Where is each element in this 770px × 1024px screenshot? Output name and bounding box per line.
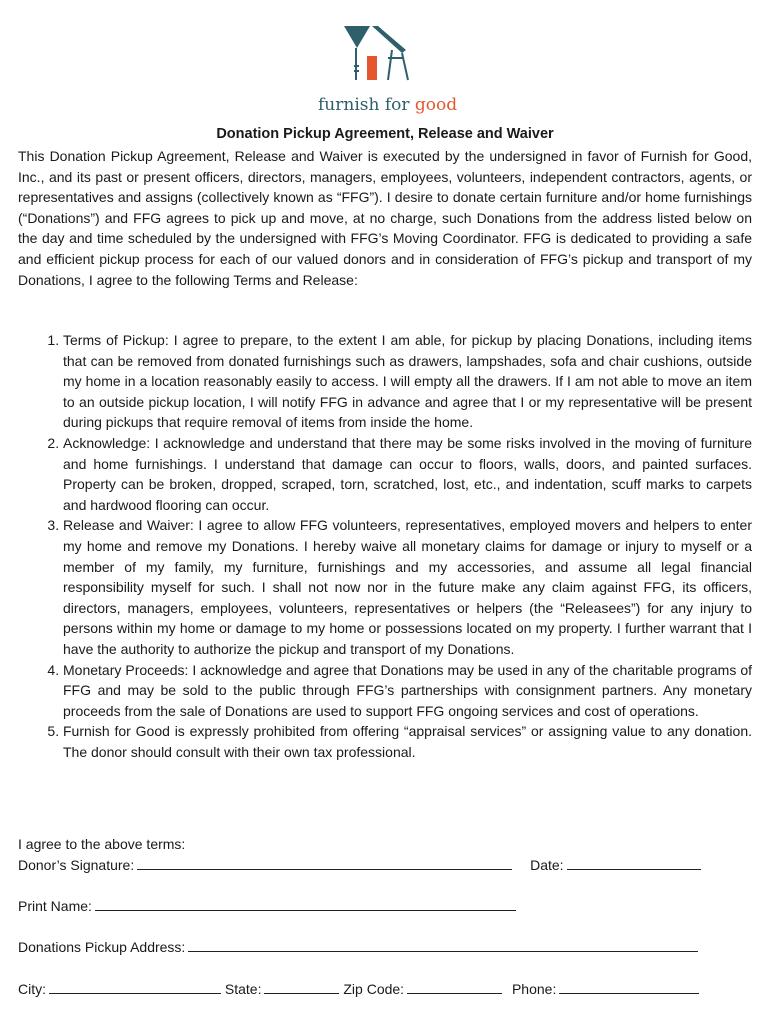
term-item: 5. Furnish for Good is expressly prohibited from offering “appraisal services” or assigning value to any donation. The donor should consult with their own tax professional. (63, 721, 752, 762)
date-label: Date: (530, 857, 564, 873)
signature-row (18, 856, 701, 873)
state-field[interactable] (264, 980, 339, 994)
print-name-label: Print Name: (18, 898, 92, 914)
agree-text: I agree to the above terms: (18, 836, 186, 852)
zip-label: Zip Code: (343, 981, 405, 997)
terms-list (18, 330, 752, 762)
date-field[interactable] (567, 856, 701, 870)
brand-name-part2: good (414, 95, 458, 115)
print-name-field[interactable] (95, 897, 516, 911)
document-title: Donation Pickup Agreement, Release and Waiver (216, 126, 554, 142)
term-item: 4. Monetary Proceeds: I acknowledge and agree that Donations may be used in any of the charitable programs of FFG and may be sold to the public through FFG’s partnerships with consignment partners. Any monetary proceeds from the sale of Donations are used to support FFG ongoing services and cost of operations. (63, 660, 752, 722)
term-item: 2. Acknowledge: I acknowledge and understand that there may be some risks involved in the moving of furniture and home furnishings. I understand that damage can occur to floors, walls, doors, and painted surfaces. Property can be broken, dropped, scraped, torn, scratched, lost, etc., and indentation, scuff marks to carpets and hardwood flooring can occur. (63, 433, 752, 515)
brand-wordmark (318, 95, 458, 115)
phone-label: Phone: (511, 981, 557, 997)
phone-field[interactable] (559, 980, 699, 994)
term-item: 1. Terms of Pickup: I agree to prepare, to the extent I am able, for pickup by placing Donations, including items that can be removed from donated furnishings such as drawers, lampshades, sofa and chair cushions, outside my home in a location reasonably easily to access. I will empty all the drawers. If I am not able to move an item to an outside pickup location, I will notify FFG in advance and agree that I or my representative will be present during pickups that require removal of items from inside the home. (63, 330, 752, 433)
print-name-row (18, 897, 516, 914)
city-state-zip-row (18, 980, 699, 997)
city-label: City: (18, 981, 46, 997)
pickup-address-field[interactable] (188, 938, 698, 952)
zip-field[interactable] (407, 980, 502, 994)
pickup-address-label: Donations Pickup Address: (18, 939, 186, 955)
donor-signature-label: Donor’s Signature: (18, 857, 135, 873)
brand-logo (318, 22, 458, 122)
brand-name-part1: furnish for (318, 95, 410, 115)
state-label: State: (224, 981, 262, 997)
pickup-address-row (18, 938, 698, 955)
donor-signature-field[interactable] (137, 856, 512, 870)
city-field[interactable] (49, 980, 221, 994)
intro-paragraph: This Donation Pickup Agreement, Release and Waiver is executed by the undersigned in favor of Furnish for Good, Inc., and its past or present officers, directors, managers, employees, volunteers, independent contractors, agents, or representatives and assigns (collectively known as “FFG”). I desire to donate certain furniture and/or home furnishings (“Donations”) and FFG agrees to pick up and move, at no charge, such Donations from the address listed below on the day and time scheduled by the undersigned with FFG’s Moving Coordinator. FFG is dedicated to providing a safe and efficient pickup process for each of our valued donors and in consideration of FFG’s pickup and transport of my Donations, I agree to the following Terms and Release: (18, 148, 752, 288)
term-item: 3. Release and Waiver: I agree to allow FFG volunteers, representatives, employed movers and helpers to enter my home and remove my Donations. I hereby waive all monetary claims for damage or injury to myself or a member of my family, my furniture, furnishings and my accessories, and assume all legal financial responsibility myself for such. I shall not now nor in the future make any claim against FFG, its officers, directors, managers, employees, volunteers, representatives or helpers (the “Releasees”) for any injury to persons within my home or damage to my home or possessions located on my property. I further warrant that I have the authority to authorize the pickup and transport of my Donations. (63, 515, 752, 659)
house-chair-icon (342, 22, 428, 84)
